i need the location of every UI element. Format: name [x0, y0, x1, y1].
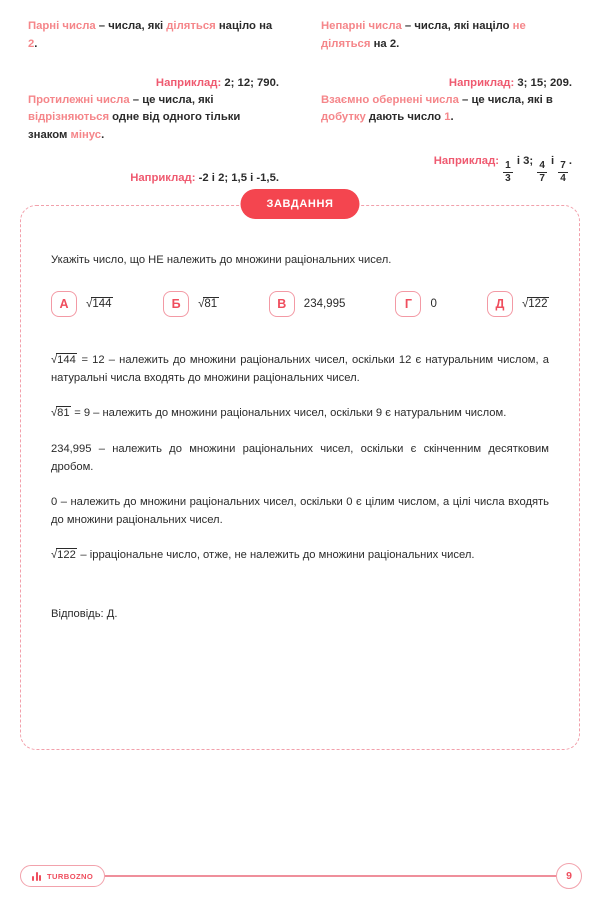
example-line: [28, 75, 279, 92]
definition-emphasis: діляться: [166, 20, 216, 32]
option-value: [522, 298, 549, 310]
definition-even-numbers: [14, 18, 293, 92]
example-line: [28, 170, 279, 187]
definition-text: [321, 92, 572, 127]
radical-sign: √: [198, 298, 205, 311]
option-value: [198, 298, 219, 310]
definition-body-2: на 2.: [370, 37, 400, 50]
sqrt-icon: √81: [51, 407, 70, 420]
question-text: Укажіть число, що НЕ належить до множини раціональних чисел.: [51, 254, 392, 267]
solution-paragraph-5: [51, 546, 549, 564]
example-line: [321, 153, 572, 185]
solution-text: = 12 – належить до множини раціональних чисел, оскільки 12 є натуральним числом, а натуральні числа входять до множини раціональних чисел.: [51, 354, 549, 385]
example-label: Наприклад:: [433, 154, 499, 167]
option-value: 0: [430, 298, 437, 311]
definition-term: Парні числа: [28, 20, 96, 32]
definition-body-3: .: [450, 111, 454, 124]
radicand: 122: [57, 549, 76, 562]
option-d[interactable]: [487, 291, 549, 317]
example-line: [321, 75, 572, 92]
fraction-denominator: 4: [560, 173, 566, 185]
radicand: 122: [528, 298, 548, 311]
radical-sign: √: [86, 298, 93, 311]
logo-text: TURBOZNO: [47, 871, 94, 881]
definition-dash: –: [401, 20, 415, 32]
solution-paragraph-3: [51, 440, 549, 476]
radicand: 81: [57, 407, 70, 420]
radicand: 81: [204, 298, 218, 311]
definition-reciprocal-numbers: [307, 92, 586, 187]
fraction-end: .: [568, 154, 572, 167]
task-card: [20, 205, 580, 750]
fraction-one-third: [503, 161, 513, 184]
fraction-numerator: 4: [539, 160, 545, 172]
definition-dash: –: [458, 93, 472, 106]
sqrt-icon: [86, 298, 113, 310]
answer-options: [51, 291, 549, 317]
turbozno-logo[interactable]: [20, 865, 105, 887]
definition-body-3: .: [34, 37, 38, 50]
fraction-denominator: 3: [505, 173, 511, 185]
task-badge: ЗАВДАННЯ: [240, 189, 359, 219]
definition-body-2: дають число: [365, 111, 445, 124]
example-value: 3; 15; 209.: [517, 77, 572, 89]
option-a[interactable]: [51, 291, 113, 317]
solution-text: 0 – належить до множини раціональних чисел, оскільки 0 є цілим числом, а цілі числа входять до множини раціональних чисел.: [51, 495, 549, 527]
example-label: Наприклад:: [448, 77, 515, 89]
task-section: [20, 198, 580, 750]
fraction-separator-2: і: [547, 154, 558, 167]
definition-dash: –: [129, 93, 143, 106]
definition-body-2: одне від одного тільки знаком: [28, 111, 241, 141]
definition-body-1: це числа, які: [142, 93, 214, 106]
fraction-separator-1: і 3;: [513, 154, 537, 167]
option-letter[interactable]: Д: [487, 291, 513, 317]
definition-text: [28, 92, 279, 145]
definition-text: [28, 18, 279, 53]
fraction-four-sevenths: [537, 161, 547, 184]
option-value: 234,995: [303, 298, 346, 311]
option-g[interactable]: [395, 291, 436, 317]
definition-number: 2: [28, 37, 35, 50]
definition-dash: –: [95, 20, 109, 32]
definition-odd-numbers: [307, 18, 586, 92]
fraction-seven-fourths: [558, 161, 568, 184]
option-b[interactable]: [163, 291, 219, 317]
fraction-denominator: 7: [539, 173, 545, 185]
radical-sign: √: [521, 298, 529, 311]
definition-term: Взаємно обернені числа: [321, 93, 459, 106]
example-value-fractions: [502, 154, 572, 185]
footer-divider: [105, 875, 556, 876]
sqrt-icon: √122: [51, 549, 76, 562]
example-label: Наприклад:: [155, 77, 222, 89]
answer-line: Відповідь: Д.: [51, 608, 118, 621]
radicand: 144: [92, 298, 112, 311]
definition-body-1: це числа, які в: [471, 93, 553, 106]
definition-emphasis-2: мінус: [70, 128, 102, 141]
definition-emphasis: не діляться: [321, 20, 526, 50]
definition-text: [321, 18, 572, 53]
definition-emphasis: відрізняються: [28, 111, 110, 124]
definition-number: 1: [444, 111, 451, 124]
radicand: 144: [57, 354, 76, 367]
option-letter[interactable]: Г: [395, 291, 421, 317]
option-letter[interactable]: Б: [163, 291, 189, 317]
bars-icon: [32, 871, 42, 881]
example-value: 2; 12; 790.: [224, 77, 279, 89]
fraction-numerator: 1: [505, 160, 511, 172]
definition-emphasis: добутку: [321, 111, 366, 124]
definition-term: Непарні числа: [321, 20, 402, 32]
solution-paragraph-4: [51, 493, 549, 529]
solution-text: – ірраціональне число, отже, не належить до множини раціональних чисел.: [77, 549, 475, 562]
option-letter[interactable]: А: [51, 291, 77, 317]
solution-paragraph-2: [51, 404, 549, 422]
definition-body-2: націло на: [215, 20, 273, 32]
fraction-numerator: 7: [560, 160, 566, 172]
example-label: Наприклад:: [130, 172, 196, 185]
definition-body-3: .: [101, 128, 105, 141]
page-footer: [0, 860, 600, 892]
solution-text: = 9 – належить до множини раціональних чисел, оскільки 9 є натуральним числом.: [71, 407, 507, 420]
definition-body-1: числа, які: [108, 20, 167, 32]
example-value: -2 і 2; 1,5 і -1,5.: [198, 172, 279, 185]
sqrt-icon: [198, 298, 219, 310]
page-number: 9: [556, 863, 582, 889]
definitions-grid: [0, 0, 600, 187]
sqrt-icon: √144: [51, 354, 76, 367]
option-letter[interactable]: В: [269, 291, 295, 317]
definition-term: Протилежні числа: [28, 93, 130, 106]
option-value: [86, 298, 113, 310]
sqrt-icon: [522, 298, 549, 310]
definition-opposite-numbers: [14, 92, 293, 187]
definition-body-1: числа, які націло: [414, 20, 513, 32]
solution-text: 234,995 – належить до множини раціональних чисел, оскільки є скінченним десятковим дробом.: [51, 442, 549, 473]
option-v[interactable]: [269, 291, 346, 317]
solution-paragraph-1: [51, 351, 549, 387]
